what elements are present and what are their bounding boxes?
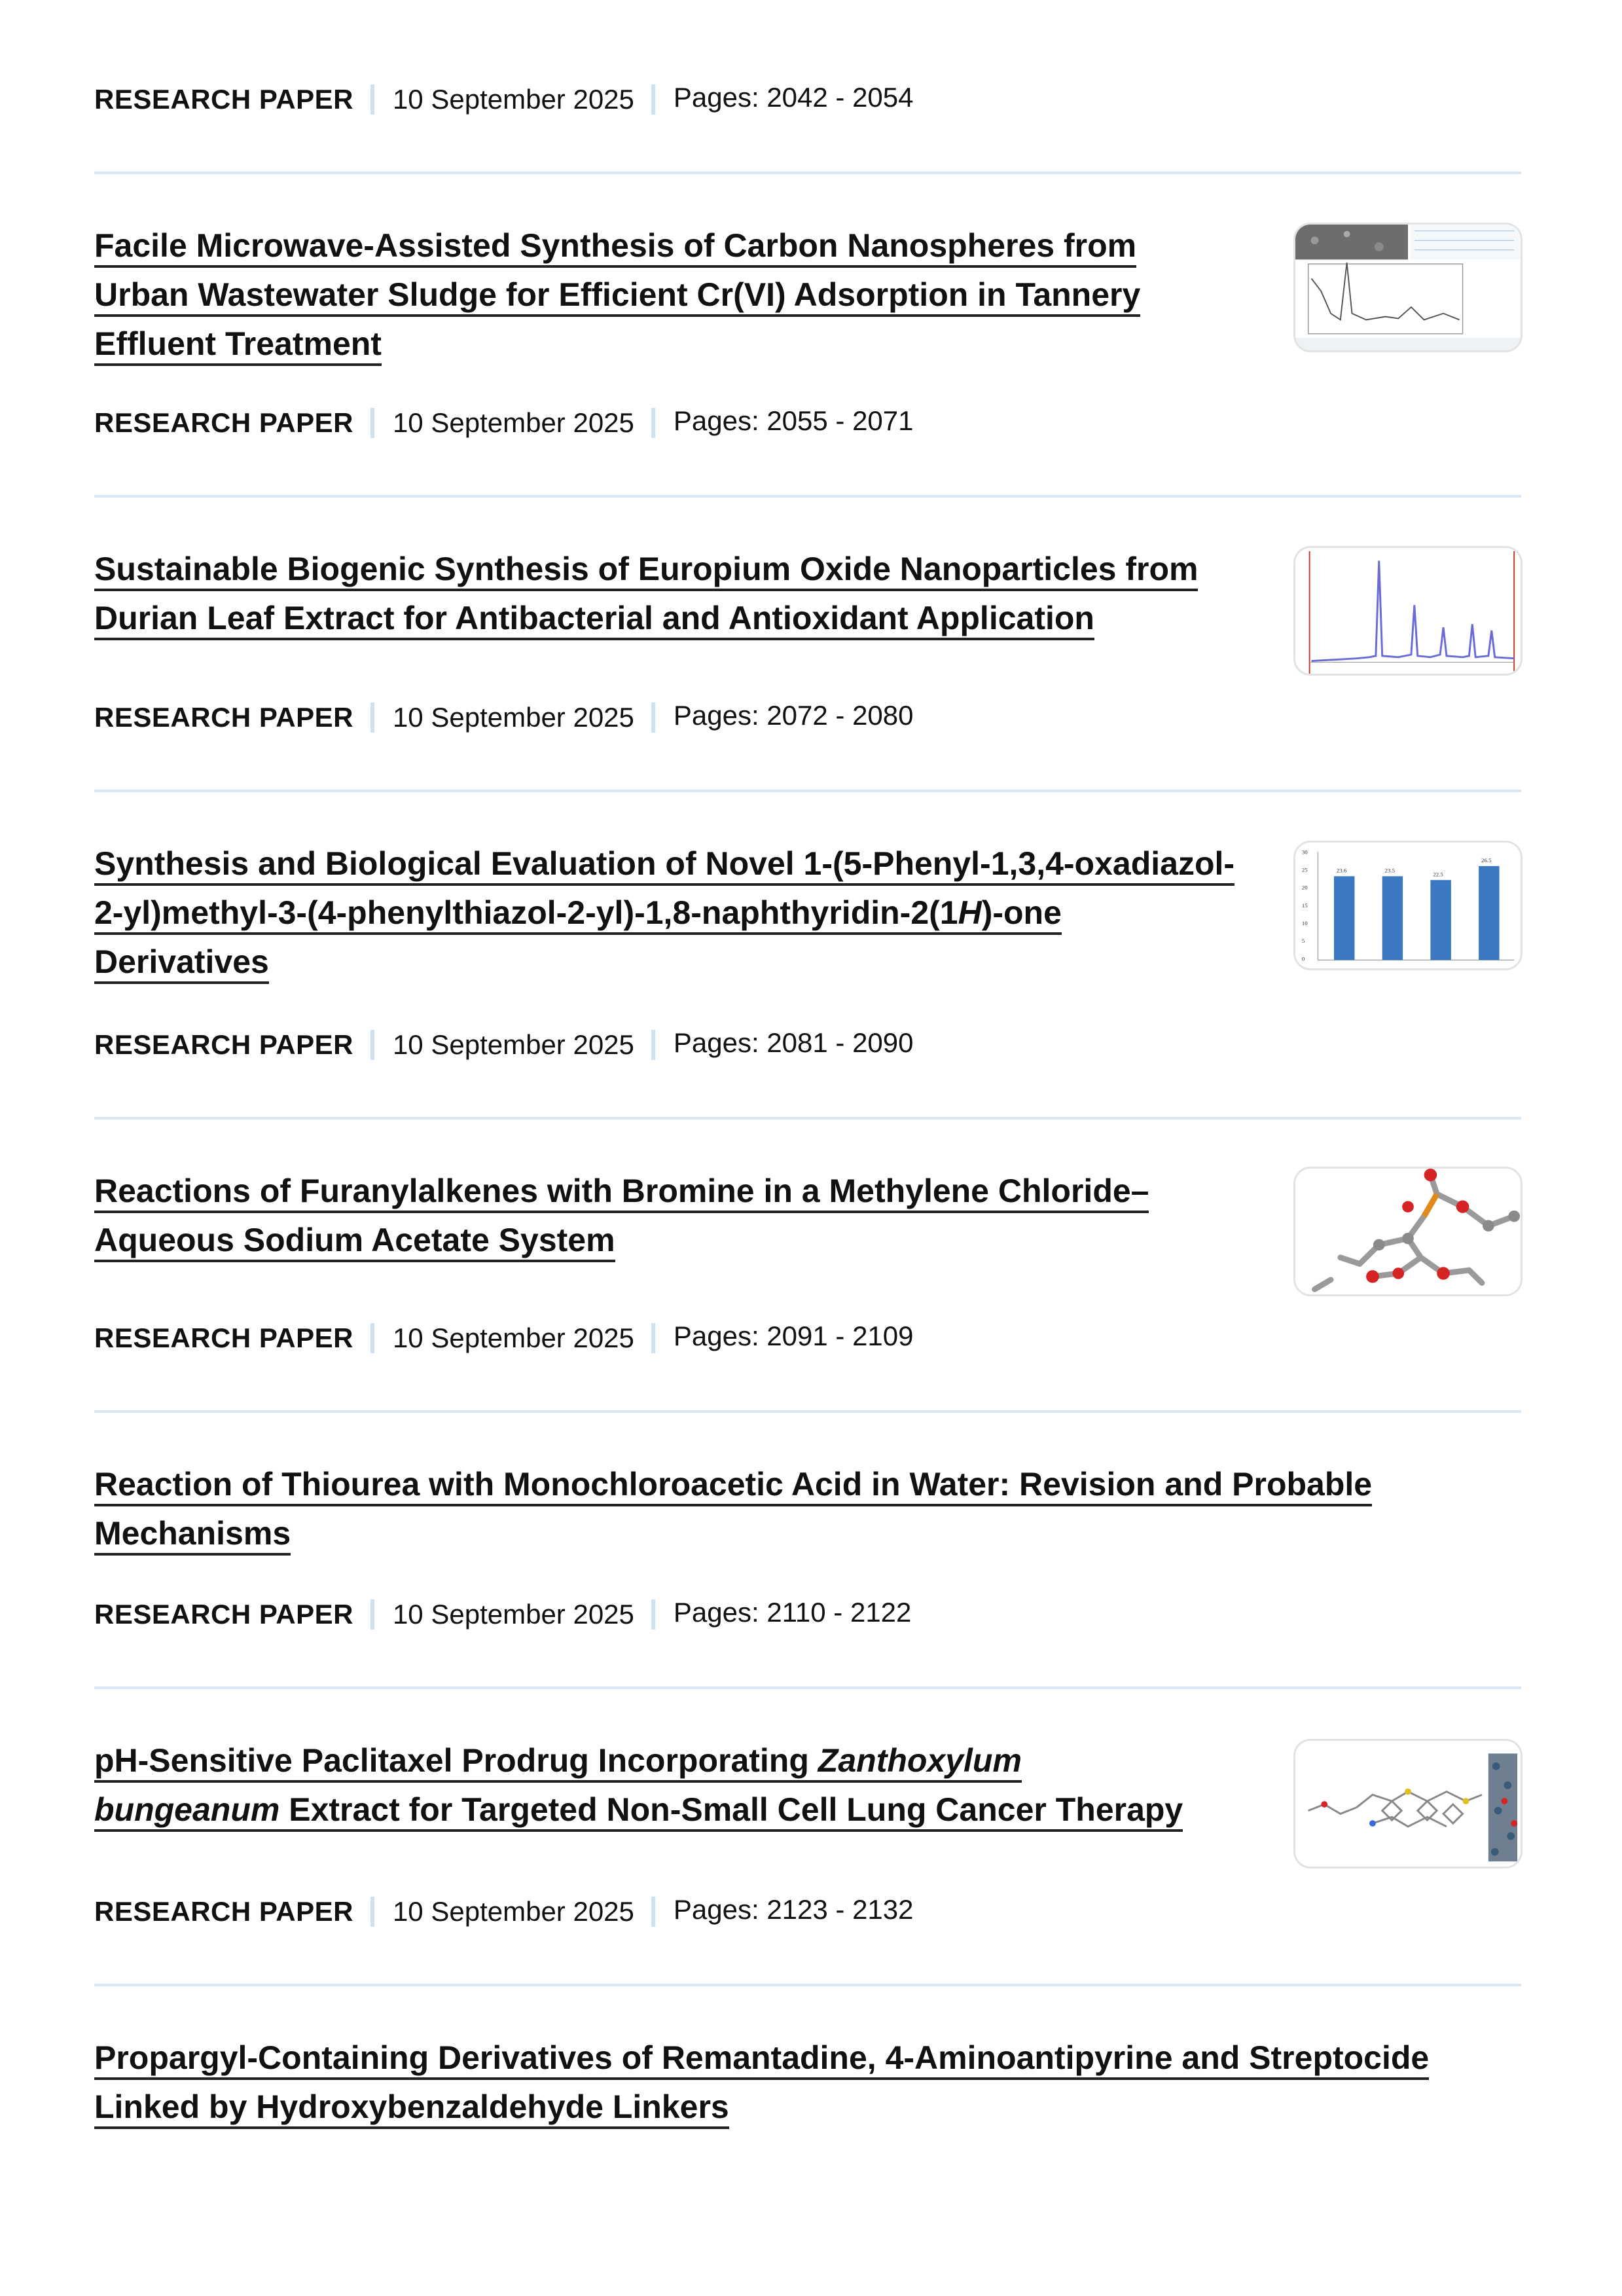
bar-label: 23.5: [1384, 867, 1396, 874]
xrd-pattern-thumbnail[interactable]: [1293, 546, 1523, 676]
article-type: RESEARCH PAPER: [94, 407, 353, 438]
article-date: 10 September 2025: [392, 1599, 634, 1630]
spectrum-graph-thumbnail[interactable]: [1293, 223, 1523, 352]
article-date: 10 September 2025: [392, 1896, 634, 1927]
y-tick: 20: [1301, 884, 1308, 891]
article-type: RESEARCH PAPER: [94, 1599, 353, 1630]
title-line-text[interactable]: Extract for Targeted Non-Small Cell Lung Cancer Therapy: [279, 1791, 1183, 1828]
divider: [94, 1117, 1521, 1120]
article-meta: [94, 1321, 914, 1355]
title-line-text[interactable]: pH-Sensitive Paclitaxel Prodrug Incorporating: [94, 1742, 818, 1779]
title-line-with-italic[interactable]: [94, 1742, 1022, 1783]
article-date: 10 September 2025: [392, 1322, 634, 1353]
bar-label: 26.5: [1481, 857, 1492, 864]
article-type: RESEARCH PAPER: [94, 702, 353, 733]
bar: [1382, 876, 1403, 960]
meta-separator: [370, 702, 374, 733]
bar: [1479, 866, 1499, 960]
title-line-with-italic[interactable]: [94, 1791, 1183, 1832]
divider: [94, 1410, 1521, 1413]
article-type: RESEARCH PAPER: [94, 84, 353, 115]
article-pages: Pages: 2042 - 2054: [673, 82, 914, 113]
article-pages: Pages: 2072 - 2080: [673, 700, 914, 731]
divider: [94, 1686, 1521, 1689]
article-meta: [94, 406, 914, 440]
title-italic-text[interactable]: bungeanum: [94, 1791, 280, 1828]
title-line[interactable]: Derivatives: [94, 943, 269, 984]
meta-separator: [651, 1030, 655, 1060]
meta-separator: [370, 408, 374, 438]
title-line[interactable]: Mechanisms: [94, 1515, 291, 1556]
bar-label: 22.5: [1433, 871, 1443, 878]
divider: [94, 790, 1521, 792]
article-date: 10 September 2025: [392, 407, 634, 438]
article-type: RESEARCH PAPER: [94, 1322, 353, 1353]
title-line[interactable]: Propargyl-Containing Derivatives of Remantadine, 4-Aminoantipyrine and Streptocide: [94, 2039, 1429, 2080]
y-tick: 25: [1301, 866, 1308, 873]
divider: [94, 1984, 1521, 1986]
title-line[interactable]: Linked by Hydroxybenzaldehyde Linkers: [94, 2088, 729, 2129]
article-meta: [94, 1597, 911, 1631]
article-date: 10 September 2025: [392, 84, 634, 115]
article-title-link[interactable]: [94, 1167, 1149, 1265]
title-line[interactable]: Effluent Treatment: [94, 325, 382, 366]
article-date: 10 September 2025: [392, 702, 634, 733]
y-tick: 15: [1301, 902, 1308, 909]
bar-label: 23.6: [1336, 867, 1347, 874]
bar: [1430, 880, 1451, 960]
meta-separator: [370, 1897, 374, 1927]
title-line-text[interactable]: 2-yl)methyl-3-(4-phenylthiazol-2-yl)-1,8-naphthyridin-2(1: [94, 894, 958, 931]
article-meta: [94, 82, 914, 117]
y-tick: 10: [1301, 920, 1308, 927]
title-line[interactable]: Aqueous Sodium Acetate System: [94, 1222, 615, 1262]
bar-chart-thumbnail[interactable]: [1293, 841, 1523, 970]
article-meta: [94, 1895, 914, 1929]
title-line[interactable]: Reactions of Furanylalkenes with Bromine in a Methylene Chloride–: [94, 1173, 1149, 1213]
molecular-structure-thumbnail[interactable]: [1293, 1739, 1523, 1868]
title-line[interactable]: Sustainable Biogenic Synthesis of Europium Oxide Nanoparticles from: [94, 551, 1198, 591]
title-line[interactable]: Durian Leaf Extract for Antibacterial and Antioxidant Application: [94, 600, 1094, 640]
divider: [94, 172, 1521, 174]
article-meta: [94, 1028, 914, 1062]
divider: [94, 495, 1521, 498]
meta-separator: [370, 84, 374, 115]
article-pages: Pages: 2081 - 2090: [673, 1027, 914, 1058]
title-line[interactable]: Urban Wastewater Sludge for Efficient Cr(VI) Adsorption in Tannery: [94, 276, 1140, 317]
bar: [1334, 876, 1354, 960]
y-tick: 30: [1301, 848, 1308, 856]
meta-separator: [651, 1599, 655, 1630]
article-type: RESEARCH PAPER: [94, 1896, 353, 1927]
y-tick: 5: [1301, 938, 1305, 945]
article-type: RESEARCH PAPER: [94, 1029, 353, 1060]
article-date: 10 September 2025: [392, 1029, 634, 1060]
meta-separator: [651, 1323, 655, 1353]
meta-separator: [651, 408, 655, 438]
article-title-link[interactable]: [94, 1736, 1183, 1834]
article-title-link[interactable]: [94, 221, 1140, 369]
article-meta: [94, 701, 914, 735]
title-italic-text[interactable]: Zanthoxylum: [818, 1742, 1022, 1779]
meta-separator: [651, 1897, 655, 1927]
article-pages: Pages: 2123 - 2132: [673, 1894, 914, 1925]
article-title-link[interactable]: [94, 839, 1235, 987]
article-pages: Pages: 2055 - 2071: [673, 405, 914, 436]
meta-separator: [370, 1599, 374, 1630]
article-title-link[interactable]: [94, 545, 1198, 643]
title-line[interactable]: Reaction of Thiourea with Monochloroacetic Acid in Water: Revision and Probable: [94, 1466, 1372, 1506]
title-italic-text[interactable]: H: [958, 894, 982, 931]
meta-separator: [370, 1030, 374, 1060]
title-line-with-italic[interactable]: [94, 894, 1062, 935]
molecule-model-thumbnail[interactable]: [1293, 1167, 1523, 1296]
title-line[interactable]: Facile Microwave-Assisted Synthesis of Carbon Nanospheres from: [94, 227, 1136, 268]
title-line[interactable]: Synthesis and Biological Evaluation of Novel 1-(5-Phenyl-1,3,4-oxadiazol-: [94, 845, 1235, 886]
title-line-text[interactable]: )-one: [981, 894, 1062, 931]
meta-separator: [370, 1323, 374, 1353]
article-title-link[interactable]: [94, 1460, 1372, 1558]
y-tick: 0: [1301, 955, 1305, 962]
meta-separator: [651, 84, 655, 115]
article-pages: Pages: 2110 - 2122: [673, 1597, 912, 1628]
meta-separator: [651, 702, 655, 733]
article-pages: Pages: 2091 - 2109: [673, 1321, 914, 1351]
article-title-link[interactable]: [94, 2033, 1429, 2132]
